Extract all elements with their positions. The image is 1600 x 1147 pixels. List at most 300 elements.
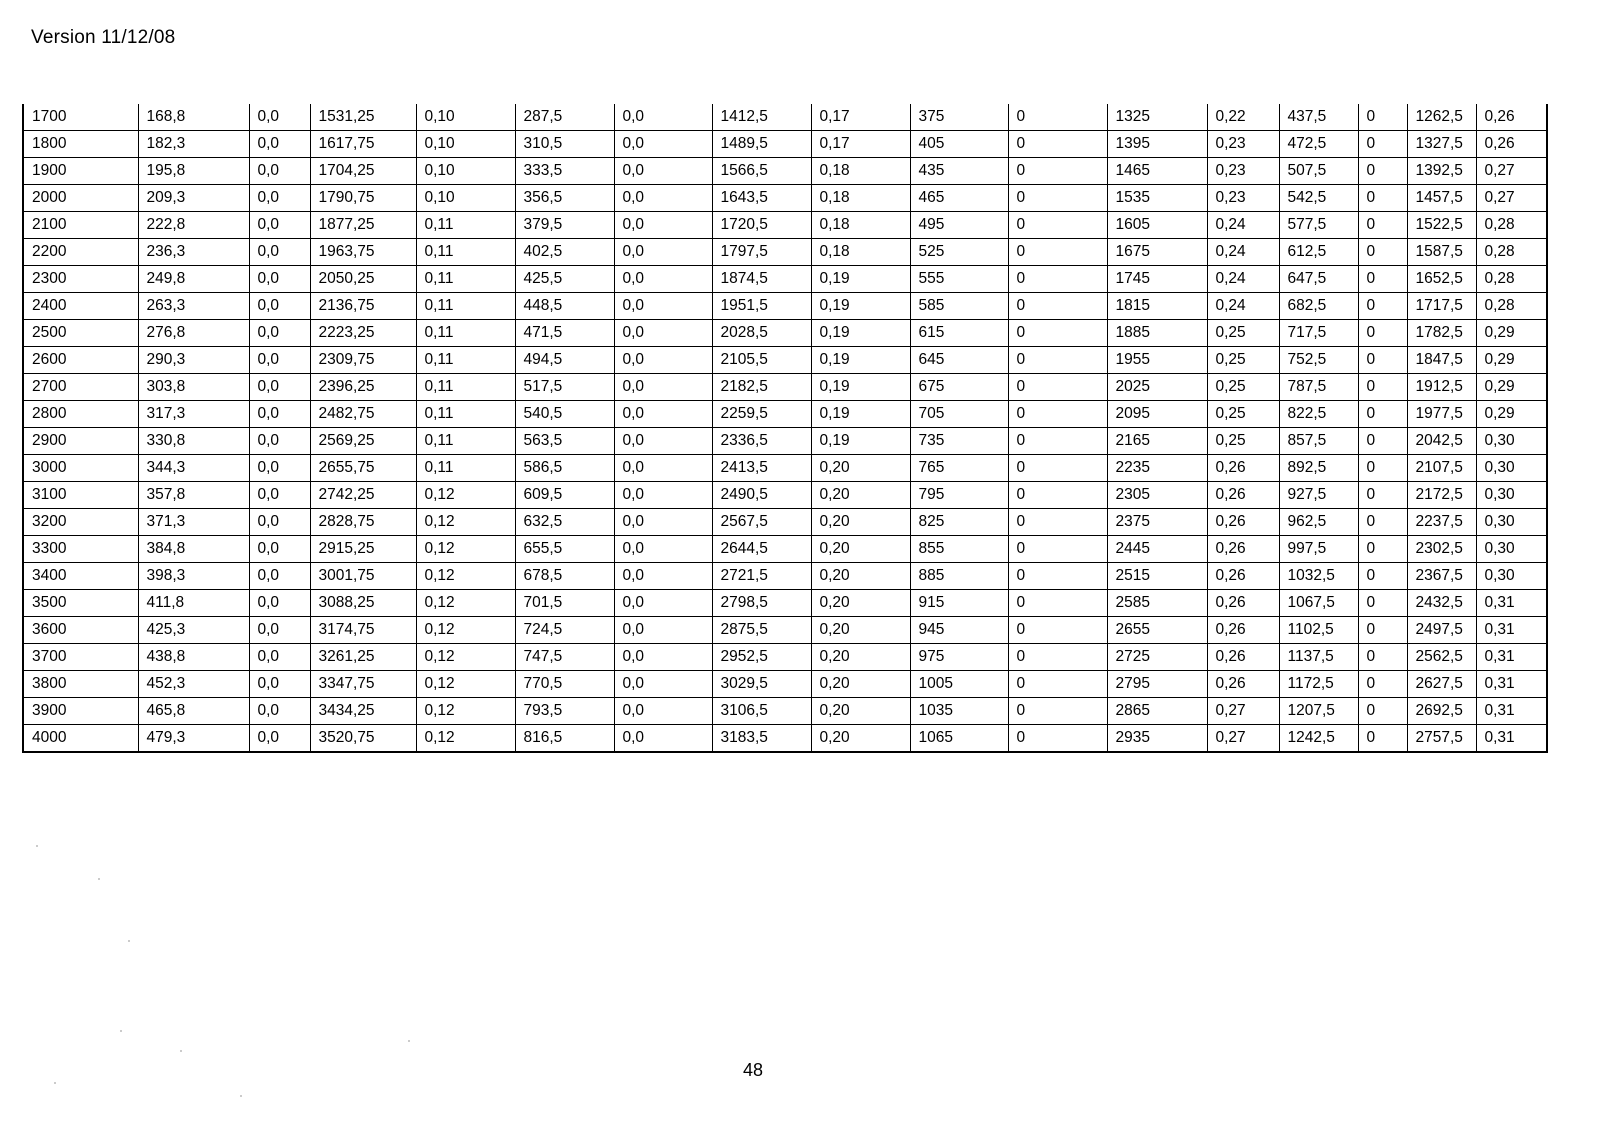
- table-cell: 2725: [1107, 644, 1207, 671]
- table-cell: 0,24: [1207, 239, 1279, 266]
- table-cell: 411,8: [138, 590, 249, 617]
- table-cell: 2136,75: [310, 293, 416, 320]
- table-cell: 2757,5: [1407, 725, 1476, 753]
- table-cell: 1067,5: [1279, 590, 1358, 617]
- table-cell: 0,30: [1476, 455, 1547, 482]
- table-cell: 885: [910, 563, 1008, 590]
- table-cell: 0,0: [249, 644, 310, 671]
- table-cell: 1955: [1107, 347, 1207, 374]
- table-cell: 0,24: [1207, 266, 1279, 293]
- table-cell: 310,5: [515, 131, 614, 158]
- table-cell: 2300: [23, 266, 138, 293]
- table-cell: 0: [1358, 455, 1407, 482]
- table-cell: 0,20: [811, 671, 910, 698]
- table-cell: 371,3: [138, 509, 249, 536]
- table-cell: 1005: [910, 671, 1008, 698]
- table-cell: 2569,25: [310, 428, 416, 455]
- table-cell: 0: [1008, 212, 1107, 239]
- table-cell: 0,0: [614, 644, 712, 671]
- table-cell: 276,8: [138, 320, 249, 347]
- table-cell: 2182,5: [712, 374, 811, 401]
- table-cell: 2600: [23, 347, 138, 374]
- table-cell: 0,0: [614, 131, 712, 158]
- table-cell: 0,0: [249, 590, 310, 617]
- table-cell: 577,5: [1279, 212, 1358, 239]
- table-cell: 1465: [1107, 158, 1207, 185]
- table-cell: 1782,5: [1407, 320, 1476, 347]
- table-cell: 0,0: [614, 671, 712, 698]
- table-cell: 0,30: [1476, 563, 1547, 590]
- table-cell: 0,0: [249, 617, 310, 644]
- table-cell: 0: [1008, 347, 1107, 374]
- table-cell: 0: [1358, 158, 1407, 185]
- table-cell: 263,3: [138, 293, 249, 320]
- table-cell: 0,11: [416, 455, 515, 482]
- table-cell: 3029,5: [712, 671, 811, 698]
- table-cell: 0,26: [1207, 509, 1279, 536]
- table-row: [23, 455, 1547, 482]
- table-cell: 287,5: [515, 104, 614, 131]
- table-cell: 1963,75: [310, 239, 416, 266]
- table-cell: 0,0: [614, 401, 712, 428]
- table-cell: 0: [1358, 131, 1407, 158]
- table-cell: 472,5: [1279, 131, 1358, 158]
- table-cell: 236,3: [138, 239, 249, 266]
- table-cell: 0: [1008, 131, 1107, 158]
- table-cell: 945: [910, 617, 1008, 644]
- table-row: [23, 401, 1547, 428]
- table-cell: 0: [1008, 644, 1107, 671]
- table-cell: 0,26: [1207, 617, 1279, 644]
- table-cell: 2795: [1107, 671, 1207, 698]
- table-cell: 0,0: [614, 455, 712, 482]
- table-cell: 2742,25: [310, 482, 416, 509]
- table-cell: 0: [1008, 293, 1107, 320]
- scan-speck: [408, 1040, 410, 1042]
- table-cell: 0: [1358, 509, 1407, 536]
- table-cell: 717,5: [1279, 320, 1358, 347]
- table-cell: 0,30: [1476, 482, 1547, 509]
- table-cell: 0: [1358, 185, 1407, 212]
- table-cell: 0,12: [416, 644, 515, 671]
- table-cell: 2865: [1107, 698, 1207, 725]
- table-cell: 2915,25: [310, 536, 416, 563]
- table-row: [23, 590, 1547, 617]
- table-cell: 0,0: [249, 347, 310, 374]
- table-cell: 0: [1358, 644, 1407, 671]
- table-cell: 0,11: [416, 266, 515, 293]
- table-cell: 317,3: [138, 401, 249, 428]
- table-cell: 1720,5: [712, 212, 811, 239]
- table-cell: 0,25: [1207, 374, 1279, 401]
- table-cell: 0: [1358, 617, 1407, 644]
- table-cell: 1797,5: [712, 239, 811, 266]
- table-cell: 0,20: [811, 482, 910, 509]
- table-cell: 0,0: [614, 536, 712, 563]
- table-cell: 0,12: [416, 671, 515, 698]
- table-cell: 3400: [23, 563, 138, 590]
- table-cell: 1643,5: [712, 185, 811, 212]
- table-cell: 1800: [23, 131, 138, 158]
- table-cell: 0,18: [811, 212, 910, 239]
- table-cell: 1717,5: [1407, 293, 1476, 320]
- table-cell: 0,10: [416, 185, 515, 212]
- table-cell: 495: [910, 212, 1008, 239]
- table-cell: 0,25: [1207, 401, 1279, 428]
- table-cell: 0,0: [249, 725, 310, 753]
- table-cell: 0,24: [1207, 293, 1279, 320]
- table-cell: 0,20: [811, 536, 910, 563]
- table-cell: 517,5: [515, 374, 614, 401]
- table-cell: 0,23: [1207, 185, 1279, 212]
- table-cell: 609,5: [515, 482, 614, 509]
- table-cell: 0,0: [614, 428, 712, 455]
- table-cell: 2935: [1107, 725, 1207, 753]
- table-cell: 2302,5: [1407, 536, 1476, 563]
- table-cell: 2200: [23, 239, 138, 266]
- table-cell: 1951,5: [712, 293, 811, 320]
- table-row: [23, 158, 1547, 185]
- table-cell: 0: [1358, 320, 1407, 347]
- table-cell: 1977,5: [1407, 401, 1476, 428]
- table-cell: 2432,5: [1407, 590, 1476, 617]
- table-cell: 0: [1358, 482, 1407, 509]
- table-cell: 0,31: [1476, 671, 1547, 698]
- table-cell: 465,8: [138, 698, 249, 725]
- table-cell: 0,0: [249, 131, 310, 158]
- table-cell: 405: [910, 131, 1008, 158]
- table-cell: 705: [910, 401, 1008, 428]
- table-cell: 0,25: [1207, 428, 1279, 455]
- table-cell: 2567,5: [712, 509, 811, 536]
- table-cell: 2105,5: [712, 347, 811, 374]
- table-cell: 1874,5: [712, 266, 811, 293]
- table-cell: 962,5: [1279, 509, 1358, 536]
- table-cell: 357,8: [138, 482, 249, 509]
- table-cell: 0,25: [1207, 320, 1279, 347]
- table-cell: 2445: [1107, 536, 1207, 563]
- table-cell: 398,3: [138, 563, 249, 590]
- table-cell: 0,0: [614, 320, 712, 347]
- table-cell: 0,31: [1476, 725, 1547, 753]
- table-row: [23, 104, 1547, 131]
- table-cell: 2336,5: [712, 428, 811, 455]
- table-row: [23, 563, 1547, 590]
- table-cell: 0,18: [811, 239, 910, 266]
- table-cell: 752,5: [1279, 347, 1358, 374]
- table-cell: 0,12: [416, 590, 515, 617]
- table-cell: 0,20: [811, 563, 910, 590]
- table-cell: 1457,5: [1407, 185, 1476, 212]
- table-cell: 0,12: [416, 725, 515, 753]
- table-cell: 0,27: [1476, 185, 1547, 212]
- table-cell: 1605: [1107, 212, 1207, 239]
- table-cell: 0,11: [416, 428, 515, 455]
- table-cell: 3088,25: [310, 590, 416, 617]
- table-cell: 0,30: [1476, 536, 1547, 563]
- table-cell: 2235: [1107, 455, 1207, 482]
- table-cell: 1412,5: [712, 104, 811, 131]
- table-cell: 344,3: [138, 455, 249, 482]
- table-cell: 2721,5: [712, 563, 811, 590]
- table-cell: 0,26: [1207, 590, 1279, 617]
- table-cell: 3000: [23, 455, 138, 482]
- table-cell: 0,26: [1476, 104, 1547, 131]
- table-cell: 787,5: [1279, 374, 1358, 401]
- table-cell: 2100: [23, 212, 138, 239]
- table-cell: 0,0: [249, 482, 310, 509]
- table-cell: 0,0: [614, 590, 712, 617]
- table-cell: 3520,75: [310, 725, 416, 753]
- table-cell: 0,23: [1207, 131, 1279, 158]
- table-cell: 437,5: [1279, 104, 1358, 131]
- table-cell: 1700: [23, 104, 138, 131]
- table-cell: 0,26: [1207, 536, 1279, 563]
- table-cell: 0: [1358, 104, 1407, 131]
- table-cell: 632,5: [515, 509, 614, 536]
- table-cell: 2367,5: [1407, 563, 1476, 590]
- table-cell: 0,0: [249, 536, 310, 563]
- table-cell: 0: [1008, 671, 1107, 698]
- table-row: [23, 482, 1547, 509]
- table-cell: 1745: [1107, 266, 1207, 293]
- table-cell: 0,20: [811, 509, 910, 536]
- table-cell: 1262,5: [1407, 104, 1476, 131]
- table-cell: 0,19: [811, 374, 910, 401]
- table-cell: 0,28: [1476, 239, 1547, 266]
- table-cell: 1900: [23, 158, 138, 185]
- table-cell: 2107,5: [1407, 455, 1476, 482]
- table-cell: 1587,5: [1407, 239, 1476, 266]
- table-cell: 0,0: [249, 563, 310, 590]
- table-cell: 2627,5: [1407, 671, 1476, 698]
- table-cell: 0,22: [1207, 104, 1279, 131]
- table-cell: 0,0: [614, 617, 712, 644]
- table-cell: 0: [1008, 266, 1107, 293]
- scan-speck: [180, 1050, 182, 1052]
- table-cell: 563,5: [515, 428, 614, 455]
- table-cell: 816,5: [515, 725, 614, 753]
- table-cell: 0: [1358, 401, 1407, 428]
- table-cell: 438,8: [138, 644, 249, 671]
- table-cell: 795: [910, 482, 1008, 509]
- table-cell: 2585: [1107, 590, 1207, 617]
- table-cell: 2223,25: [310, 320, 416, 347]
- table-cell: 0: [1008, 401, 1107, 428]
- table-cell: 892,5: [1279, 455, 1358, 482]
- table-cell: 0: [1008, 698, 1107, 725]
- table-row: [23, 347, 1547, 374]
- table-cell: 0,18: [811, 158, 910, 185]
- table-cell: 586,5: [515, 455, 614, 482]
- table-cell: 647,5: [1279, 266, 1358, 293]
- table-cell: 2500: [23, 320, 138, 347]
- table-cell: 1652,5: [1407, 266, 1476, 293]
- table-cell: 0,0: [249, 509, 310, 536]
- table-cell: 0: [1008, 239, 1107, 266]
- table-cell: 0,23: [1207, 158, 1279, 185]
- table-cell: 0,0: [249, 239, 310, 266]
- table-cell: 855: [910, 536, 1008, 563]
- table-cell: 0,0: [614, 158, 712, 185]
- table-cell: 0,0: [249, 374, 310, 401]
- table-cell: 1392,5: [1407, 158, 1476, 185]
- table-cell: 1790,75: [310, 185, 416, 212]
- table-cell: 2165: [1107, 428, 1207, 455]
- document-version: Version 11/12/08: [31, 27, 176, 48]
- table-cell: 675: [910, 374, 1008, 401]
- table-cell: 0: [1008, 185, 1107, 212]
- table-cell: 465: [910, 185, 1008, 212]
- table-cell: 2396,25: [310, 374, 416, 401]
- table-cell: 0,26: [1207, 482, 1279, 509]
- table-cell: 0,0: [249, 293, 310, 320]
- table-cell: 1489,5: [712, 131, 811, 158]
- page-number: 48: [743, 1060, 764, 1080]
- table-cell: 0,11: [416, 374, 515, 401]
- table-cell: 0,11: [416, 320, 515, 347]
- table-cell: 2375: [1107, 509, 1207, 536]
- table-cell: 182,3: [138, 131, 249, 158]
- table-cell: 0,0: [249, 428, 310, 455]
- table-cell: 0: [1358, 374, 1407, 401]
- table-cell: 0,0: [614, 374, 712, 401]
- table-cell: 0: [1008, 563, 1107, 590]
- table-cell: 0: [1008, 158, 1107, 185]
- table-cell: 2305: [1107, 482, 1207, 509]
- table-cell: 375: [910, 104, 1008, 131]
- table-cell: 356,5: [515, 185, 614, 212]
- table-cell: 471,5: [515, 320, 614, 347]
- table-cell: 3434,25: [310, 698, 416, 725]
- table-cell: 2497,5: [1407, 617, 1476, 644]
- table-cell: 452,3: [138, 671, 249, 698]
- table-cell: 0,0: [614, 104, 712, 131]
- table-cell: 3347,75: [310, 671, 416, 698]
- table-cell: 0,0: [249, 212, 310, 239]
- table-cell: 0: [1358, 725, 1407, 753]
- table-cell: 0,31: [1476, 617, 1547, 644]
- table-row: [23, 617, 1547, 644]
- table-cell: 645: [910, 347, 1008, 374]
- table-cell: 915: [910, 590, 1008, 617]
- table-cell: 1102,5: [1279, 617, 1358, 644]
- table-cell: 0,20: [811, 725, 910, 753]
- table-cell: 0,10: [416, 104, 515, 131]
- table-cell: 0,0: [249, 185, 310, 212]
- table-cell: 435: [910, 158, 1008, 185]
- table-cell: 0,19: [811, 293, 910, 320]
- table-cell: 997,5: [1279, 536, 1358, 563]
- table-cell: 1885: [1107, 320, 1207, 347]
- table-cell: 0: [1358, 671, 1407, 698]
- table-cell: 0: [1358, 347, 1407, 374]
- table-cell: 1566,5: [712, 158, 811, 185]
- table-cell: 0: [1358, 212, 1407, 239]
- table-cell: 1531,25: [310, 104, 416, 131]
- table-cell: 0,12: [416, 536, 515, 563]
- table-cell: 0: [1358, 266, 1407, 293]
- table-cell: 525: [910, 239, 1008, 266]
- table-cell: 0: [1008, 725, 1107, 753]
- table-cell: 0: [1008, 455, 1107, 482]
- scan-speck: [240, 1095, 242, 1097]
- table-cell: 770,5: [515, 671, 614, 698]
- table-row: [23, 428, 1547, 455]
- scan-speck: [54, 1082, 56, 1084]
- table-cell: 1032,5: [1279, 563, 1358, 590]
- table-cell: 0,26: [1207, 671, 1279, 698]
- table-row: [23, 725, 1547, 753]
- table-cell: 0,17: [811, 104, 910, 131]
- table-cell: 1877,25: [310, 212, 416, 239]
- table-cell: 0: [1008, 482, 1107, 509]
- table-cell: 2700: [23, 374, 138, 401]
- table-cell: 0,27: [1207, 698, 1279, 725]
- table-cell: 0,20: [811, 455, 910, 482]
- table-cell: 0,12: [416, 509, 515, 536]
- table-cell: 0: [1008, 509, 1107, 536]
- table-cell: 0,12: [416, 482, 515, 509]
- table-cell: 0: [1008, 428, 1107, 455]
- table-cell: 2644,5: [712, 536, 811, 563]
- table-body: [23, 104, 1547, 752]
- table-cell: 0: [1008, 590, 1107, 617]
- table-cell: 0,11: [416, 212, 515, 239]
- table-cell: 0,0: [614, 293, 712, 320]
- table-cell: 3800: [23, 671, 138, 698]
- table-cell: 0,25: [1207, 347, 1279, 374]
- table-cell: 1137,5: [1279, 644, 1358, 671]
- table-cell: 1815: [1107, 293, 1207, 320]
- table-cell: 0,28: [1476, 266, 1547, 293]
- table-cell: 540,5: [515, 401, 614, 428]
- table-cell: 0,30: [1476, 428, 1547, 455]
- table-cell: 0,28: [1476, 293, 1547, 320]
- table-row: [23, 374, 1547, 401]
- table-cell: 2413,5: [712, 455, 811, 482]
- table-cell: 1522,5: [1407, 212, 1476, 239]
- table-cell: 0,27: [1476, 158, 1547, 185]
- table-cell: 507,5: [1279, 158, 1358, 185]
- table-cell: 555: [910, 266, 1008, 293]
- table-cell: 1704,25: [310, 158, 416, 185]
- table-cell: 479,3: [138, 725, 249, 753]
- table-cell: 0,19: [811, 266, 910, 293]
- table-cell: 0,29: [1476, 347, 1547, 374]
- scan-speck: [36, 845, 38, 847]
- table-cell: 2900: [23, 428, 138, 455]
- table-cell: 2028,5: [712, 320, 811, 347]
- table-cell: 2025: [1107, 374, 1207, 401]
- table-cell: 0,0: [249, 104, 310, 131]
- table-cell: 330,8: [138, 428, 249, 455]
- table-row: [23, 185, 1547, 212]
- table-cell: 494,5: [515, 347, 614, 374]
- table-cell: 0,26: [1207, 563, 1279, 590]
- table-cell: 0,0: [614, 266, 712, 293]
- table-cell: 0: [1358, 428, 1407, 455]
- table-cell: 542,5: [1279, 185, 1358, 212]
- table-cell: 678,5: [515, 563, 614, 590]
- table-cell: 290,3: [138, 347, 249, 374]
- table-cell: 0,0: [614, 347, 712, 374]
- table-cell: 1327,5: [1407, 131, 1476, 158]
- table-cell: 0,31: [1476, 644, 1547, 671]
- table-cell: 0,0: [249, 698, 310, 725]
- table-cell: 975: [910, 644, 1008, 671]
- table-cell: 0,26: [1476, 131, 1547, 158]
